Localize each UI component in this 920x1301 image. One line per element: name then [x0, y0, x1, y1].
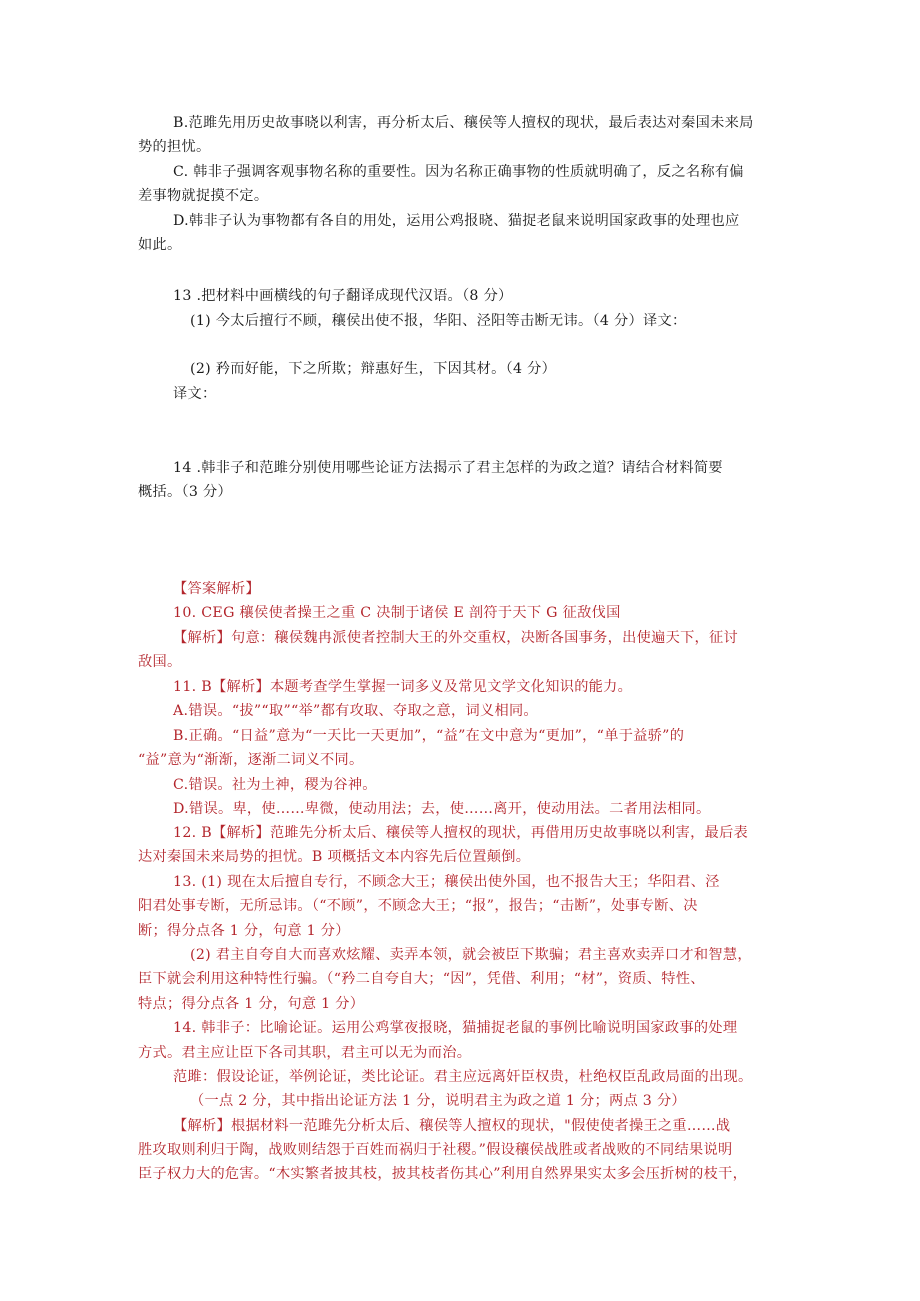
answer-11-line-6: D.错误。卑，使……卑微，使动用法；去，使……离开，使动用法。二者用法相同。 — [173, 801, 711, 817]
answer-14-line-5: 【解析】根据材料一范雎先分析太后、穰侯等人擅权的现状，"假使使者操王之重……战 — [173, 1118, 731, 1134]
answer-11-line-5: C.错误。社为土神，稷为谷神。 — [173, 777, 377, 793]
answer-13-line-1: 13. (1) 现在太后擅自专行，不顾念大王；穰侯出使外国，也不报告大王；华阳君、泾 — [173, 874, 720, 890]
answer-13-line-2: 阳君处事专断，无所忌讳。（“不顾”，不顾念大王；“报”，报告；“击断”，处事专断、决 — [138, 898, 698, 914]
question-13-part-2: (2) 矜而好能，下之所欺；辩惠好生，下因其材。（4 分） — [190, 361, 557, 377]
answer-14-line-1: 14. 韩非子：比喻论证。运用公鸡掌夜报晓，猫捕捉老鼠的事例比喻说明国家政事的处理 — [173, 1020, 738, 1036]
answer-11-line-4: “益”意为“渐渐，逐渐二词义不同。 — [138, 752, 364, 768]
answer-14-line-2: 方式。君主应让臣下各司其职，君主可以无为而治。 — [138, 1045, 472, 1061]
answer-13-line-5: 臣下就会利用这种特性行骗。（“矜二自夸自大；“因”，凭借、利用；“材”，资质、特性、 — [138, 971, 705, 987]
answer-12-line-1: 12. B【解析】范雎先分析太后、穰侯等人擅权的现状，再借用历史故事晓以利害，最后表 — [173, 825, 749, 841]
answer-14-line-6: 胜攻取则利归于陶，战败则结怨于百姓而祸归于社稷。”假设穰侯战胜或者战败的不同结果说明 — [138, 1142, 733, 1158]
question-13: 13 .把材料中画横线的句子翻译成现代汉语。（8 分） — [173, 288, 513, 304]
answer-13-line-4: (2) 君主自夸自大而喜欢炫耀、卖弄本领，就会被臣下欺骗；君主喜欢卖弄口才和智慧， — [190, 947, 752, 963]
question-14-line-2: 概括。（3 分） — [138, 484, 232, 500]
answer-11-line-1: 11. B【解析】本题考查学生掌握一词多义及常见文学文化知识的能力。 — [173, 679, 633, 695]
answer-10-line-2: 【解析】句意：穰侯魏冉派使者控制大王的外交重权，决断各国事务，出使遍天下，征讨 — [173, 630, 739, 646]
answer-10-line-1: 10. CEG 穰侯使者操王之重 C 决制于诸侯 E 剖符于天下 G 征敌伐国 — [173, 605, 621, 621]
answer-14-line-4: （一点 2 分，其中指出论证方法 1 分，说明君主为政之道 1 分；两点 3 分） — [190, 1093, 686, 1109]
question-13-part-1: (1) 今太后擅行不顾，穰侯出使不报，华阳、泾阳等击断无讳。（4 分）译文： — [190, 313, 687, 329]
option-d-line-1: D.韩非子认为事物都有各自的用处，运用公鸡报晓、猫捉老鼠来说明国家政事的处理也应 — [173, 213, 740, 229]
option-b-line-1: B.范雎先用历史故事晓以利害，再分析太后、穰侯等人擅权的现状，最后表达对秦国未来局 — [173, 115, 754, 131]
translation-label: 译文： — [173, 386, 217, 402]
answer-13-line-6: 特点；得分点各 1 分，句意 1 分） — [138, 996, 365, 1012]
option-c-line-2: 差事物就捉摸不定。 — [138, 188, 269, 204]
answer-14-line-3: 范雎：假设论证，举例论证，类比论证。君主应远离奸臣权贵，杜绝权臣乱政局面的出现。 — [173, 1069, 753, 1085]
answer-10-line-3: 敌国。 — [138, 654, 182, 670]
option-c-line-1: C. 韩非子强调客观事物名称的重要性。因为名称正确事物的性质就明确了，反之名称有偏 — [173, 164, 744, 180]
answer-13-line-3: 断；得分点各 1 分，句意 1 分） — [138, 923, 350, 939]
answer-14-line-7: 臣子权力大的危害。“木实繁者披其枝，披其枝者伤其心”利用自然界果实太多会压折树的枝干， — [138, 1166, 748, 1182]
option-d-line-2: 如此。 — [138, 237, 182, 253]
answer-11-line-2: A.错误。“拔”“取”“举”都有攻取、夺取之意，词义相同。 — [173, 703, 538, 719]
answer-header: 【答案解析】 — [173, 581, 260, 597]
option-b-line-2: 势的担忧。 — [138, 139, 211, 155]
answer-12-line-2: 达对秦国未来局势的担忧。B 项概括文本内容先后位置颠倒。 — [138, 849, 531, 865]
answer-11-line-3: B.正确。“日益”意为“一天比一天更加”，“益”在文中意为“更加”，“单于益骄”的 — [173, 728, 685, 744]
question-14-line-1: 14 .韩非子和范雎分别使用哪些论证方法揭示了君主怎样的为政之道？请结合材料简要 — [173, 460, 723, 476]
